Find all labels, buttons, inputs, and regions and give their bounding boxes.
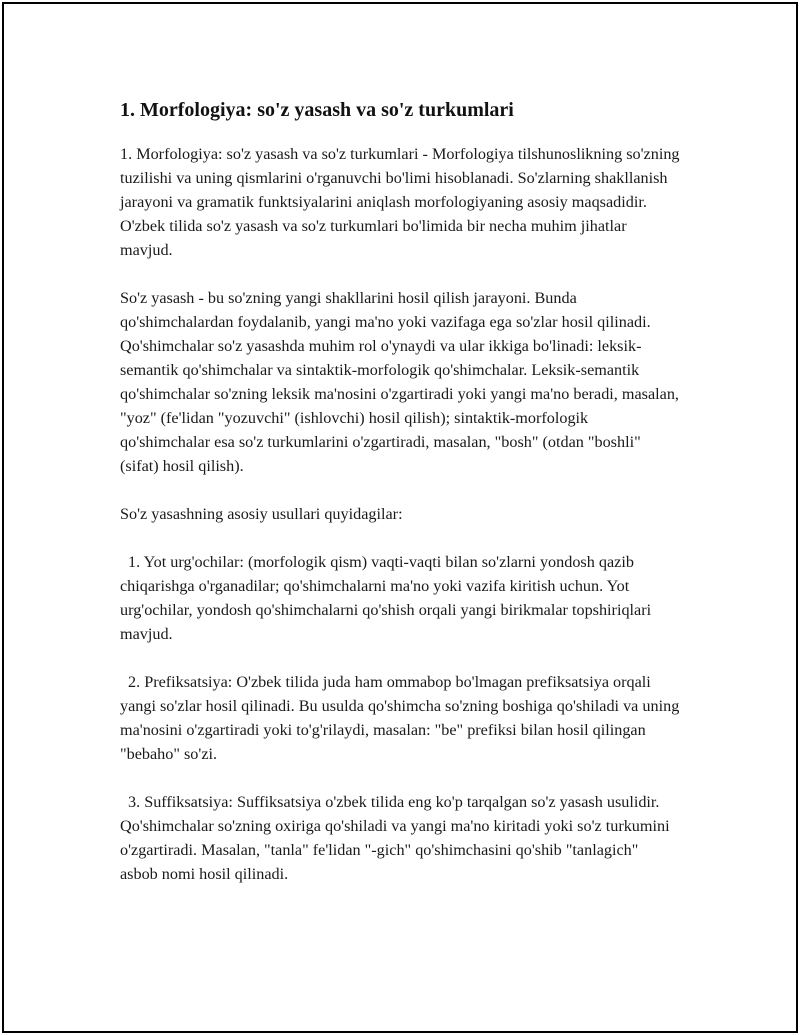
paragraph-methods-intro: So'z yasashning asosiy usullari quyidagilar: xyxy=(120,505,403,523)
list-item-2: 2. Prefiksatsiya: O'zbek tilida juda ham ommabop bo'lmagan prefiksatsiya orqali yangi so'zlar hosil qilinadi. Bu usulda qo'shimcha so'zning boshiga qo'shiladi va uning ma'nosini o'zgartiradi yoki to'g'rilaydi, masalan: "be" prefiksi bilan hosil qilingan "bebaho" so'zi. xyxy=(120,673,680,763)
document-content xyxy=(120,96,680,910)
list-item-1: 1. Yot urg'ochilar: (morfologik qism) vaqti-vaqti bilan so'zlarni yondosh qazib chiqarishga o'rganadilar; qo'shimchalarni ma'no yoki vazifa kiritish uchun. Yot urg'ochilar, yondosh qo'shimchalarni qo'shish orqali yangi birikmalar topshiriqlari mavjud. xyxy=(120,553,652,643)
paragraph-intro: 1. Morfologiya: so'z yasash va so'z turkumlari - Morfologiya tilshunoslikning so'zning tuzilishi va uning qismlarini o'rganuvchi bo'limi hisoblanadi. So'zlarning shakllanish jarayoni va gramatik funktsiyalarini aniqlash morfologiyaning asosiy maqsadidir. O'zbek tilida so'z yasash va so'z turkumlari bo'limida bir necha muhim jihatlar mavjud. xyxy=(120,145,680,259)
paragraph-word-formation: So'z yasash - bu so'zning yangi shakllarini hosil qilish jarayoni. Bunda qo'shimchalardan foydalanib, yangi ma'no yoki vazifaga ega so'zlar hosil qilinadi. Qo'shimchalar so'z yasashda muhim rol o'ynaydi va ular ikkiga bo'linadi: leksik-semantik qo'shimchalar va sintaktik-morfologik qo'shimchalar. Leksik-semantik qo'shimchalar so'zning leksik ma'nosini o'zgartiradi yoki yangi ma'no beradi, masalan, "yoz" (fe'lidan "yozuvchi" (ishlovchi) hosil qilish); sintaktik-morfologik qo'shimchalar esa so'z turkumlarini o'zgartiradi, masalan, "bosh" (otdan "boshli" (sifat) hosil qilish). xyxy=(120,289,679,475)
list-item-3: 3. Suffiksatsiya: Suffiksatsiya o'zbek tilida eng ko'p tarqalgan so'z yasash usulidir. Qo'shimchalar so'zning oxiriga qo'shiladi va yangi ma'no kiritadi yoki so'z turkumini o'zgartiradi. Masalan, "tanla" fe'lidan "-gich" qo'shimchasini qo'shib "tanlagich" asbob nomi hosil qilinadi. xyxy=(120,793,670,883)
document-title: 1. Morfologiya: so'z yasash va so'z turkumlari xyxy=(120,99,514,121)
document-page xyxy=(2,2,798,1033)
